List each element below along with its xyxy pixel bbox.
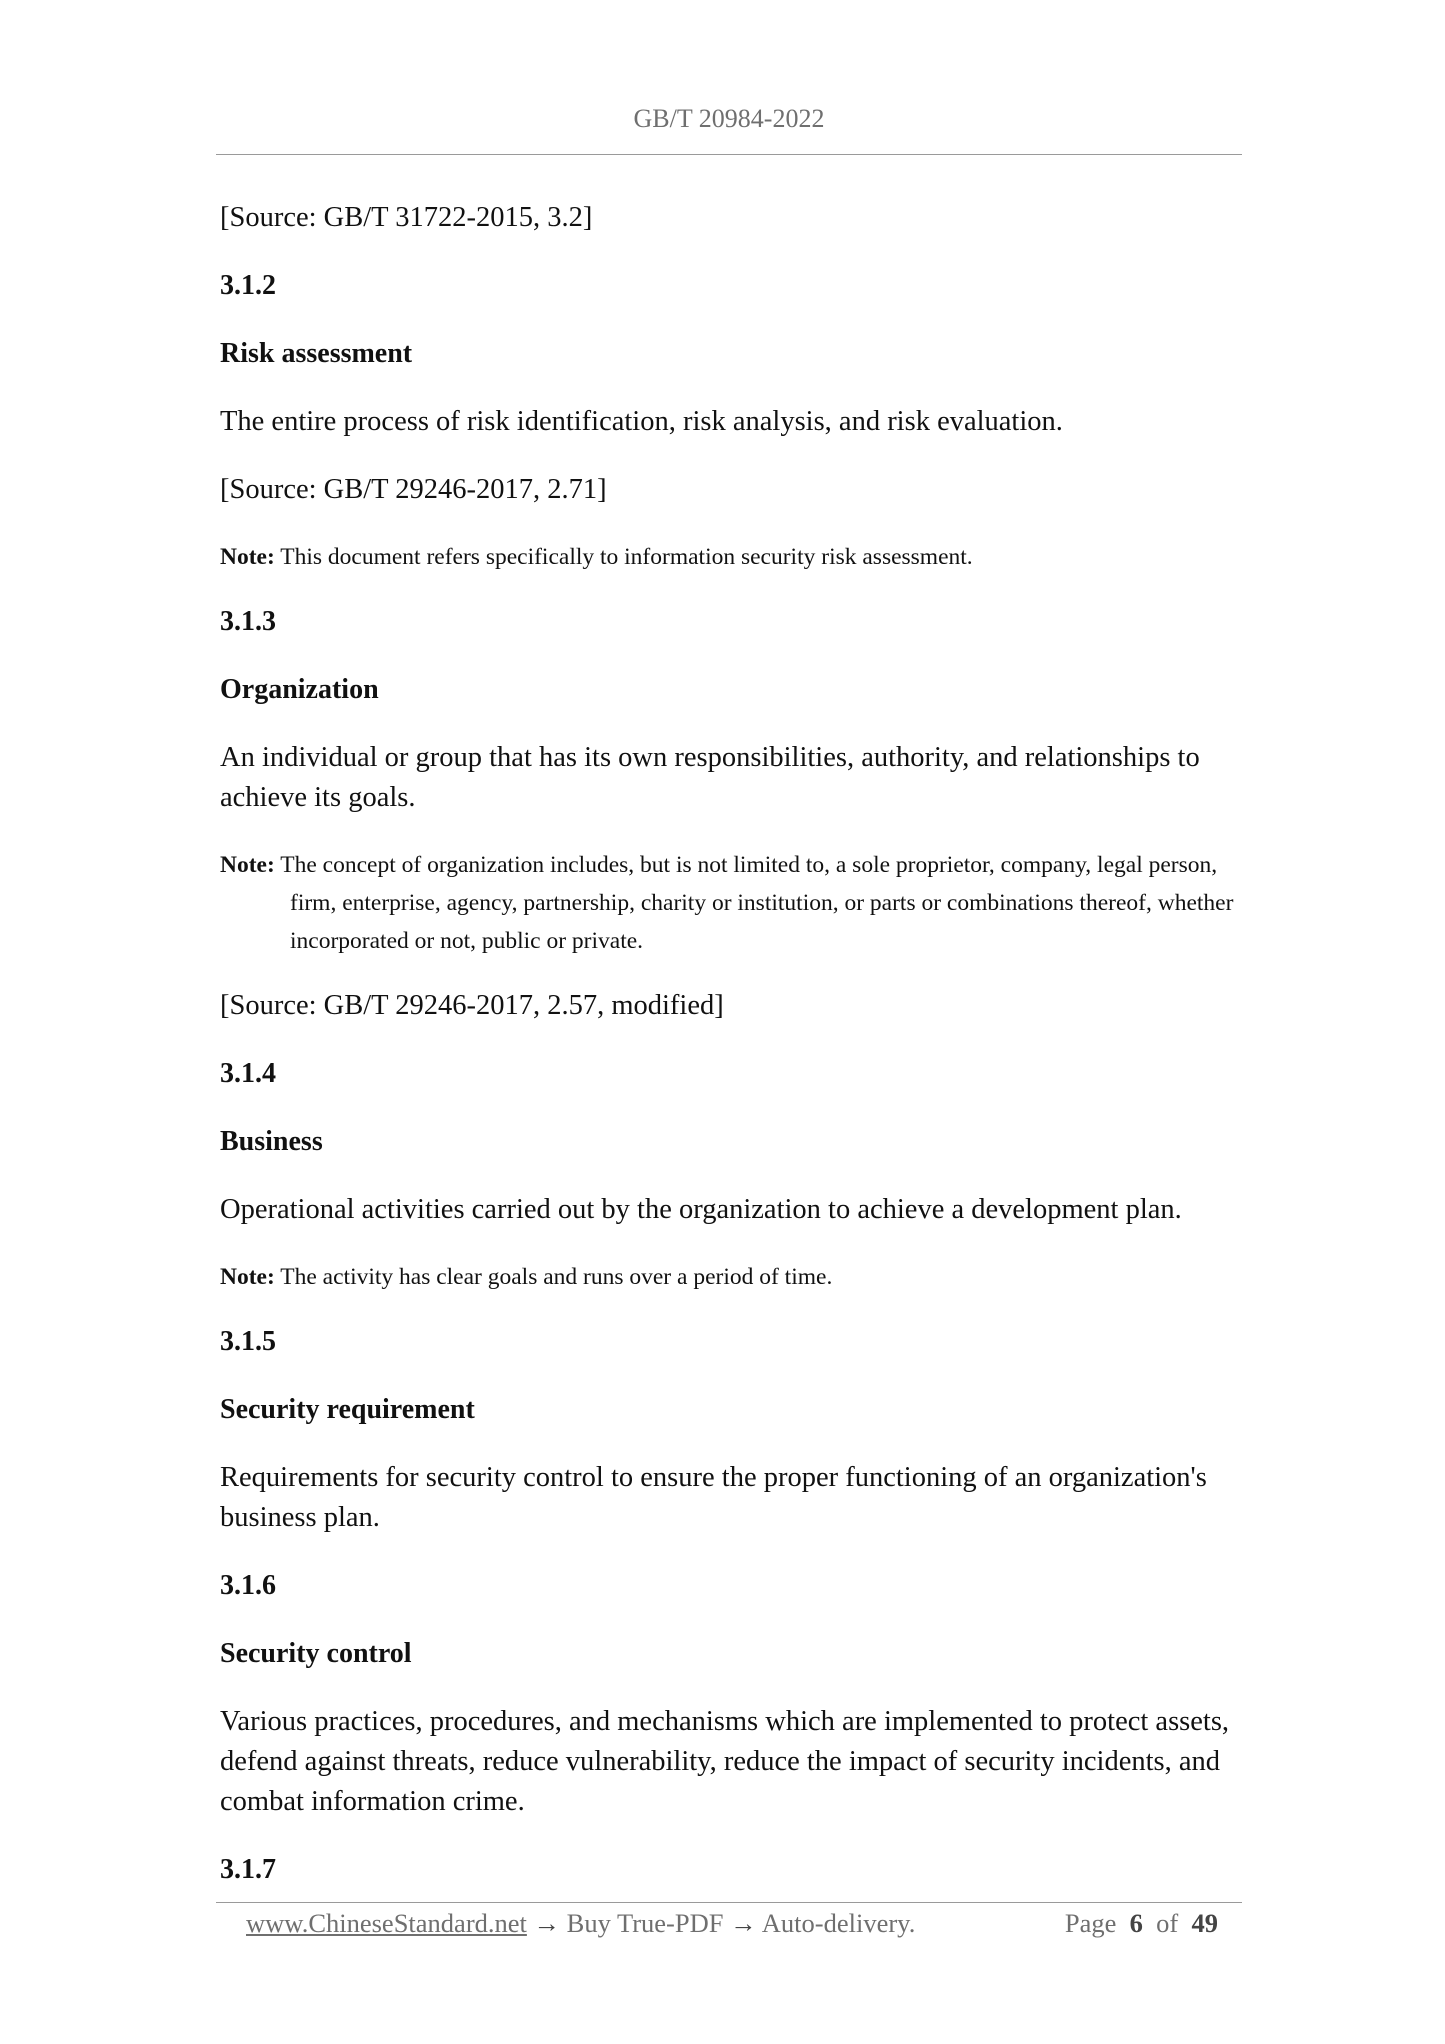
term-number: 3.1.7 [220,1854,276,1885]
page-indicator [1065,1908,1218,1939]
source-citation: [Source: GB/T 29246-2017, 2.57, modified] [220,990,724,1021]
page-total: 49 [1191,1908,1218,1938]
source-citation: [Source: GB/T 31722-2015, 3.2] [220,202,593,233]
term-title: Business [220,1126,323,1157]
term-definition: Various practices, procedures, and mechanisms which are implemented to protect assets, defend against threats, reduce vulnerability, reduce the impact of security incidents, and combat information crime. [220,1706,1230,1817]
page-word: Page [1064,1908,1117,1938]
term-note [220,846,1242,960]
site-link[interactable]: www.ChineseStandard.net [246,1908,527,1938]
header-rule [216,154,1242,155]
term-note [220,538,1242,576]
term-note [220,1258,1242,1296]
of-word: of [1156,1908,1179,1938]
term-title: Risk assessment [220,338,413,369]
term-definition: Requirements for security control to ensure the proper functioning of an organization's business plan. [220,1462,1207,1533]
term-number: 3.1.6 [220,1570,276,1601]
footer-promo [246,1908,915,1939]
source-citation: [Source: GB/T 29246-2017, 2.71] [220,474,607,505]
note-text: The concept of organization includes, but is not limited to, a sole proprietor, company, legal person, firm, enterprise, agency, partnership, charity or institution, or parts or combinations thereof, whether incorporated or not, public or private. [274,852,1234,954]
term-number: 3.1.5 [220,1326,276,1357]
arrow-right-icon: → [533,1908,561,1938]
term-title: Security control [220,1638,412,1669]
term-definition: An individual or group that has its own responsibilities, authority, and relationships to achieve its goals. [220,742,1200,813]
page-footer [216,1908,1242,1948]
page-number: 6 [1129,1908,1143,1938]
note-text: This document refers specifically to information security risk assessment. [274,544,973,570]
term-number: 3.1.2 [220,270,276,301]
delivery-text: Auto-delivery. [756,1908,916,1938]
term-title: Security requirement [220,1394,475,1425]
note-text: The activity has clear goals and runs over a period of time. [274,1264,833,1290]
note-label: Note: [220,1264,275,1290]
term-definition: Operational activities carried out by the organization to achieve a development plan. [220,1194,1182,1225]
running-header: GB/T 20984-2022 [633,104,825,133]
term-number: 3.1.3 [220,606,276,637]
term-title: Organization [220,674,379,705]
note-label: Note: [220,544,275,570]
footer-rule [216,1902,1242,1903]
term-definition: The entire process of risk identification, risk analysis, and risk evaluation. [220,406,1063,437]
arrow-right-icon: → [730,1908,757,1938]
page-content [220,198,1242,1918]
buy-text: Buy True-PDF [560,1908,731,1938]
term-number: 3.1.4 [220,1058,276,1089]
note-label: Note: [220,852,275,878]
